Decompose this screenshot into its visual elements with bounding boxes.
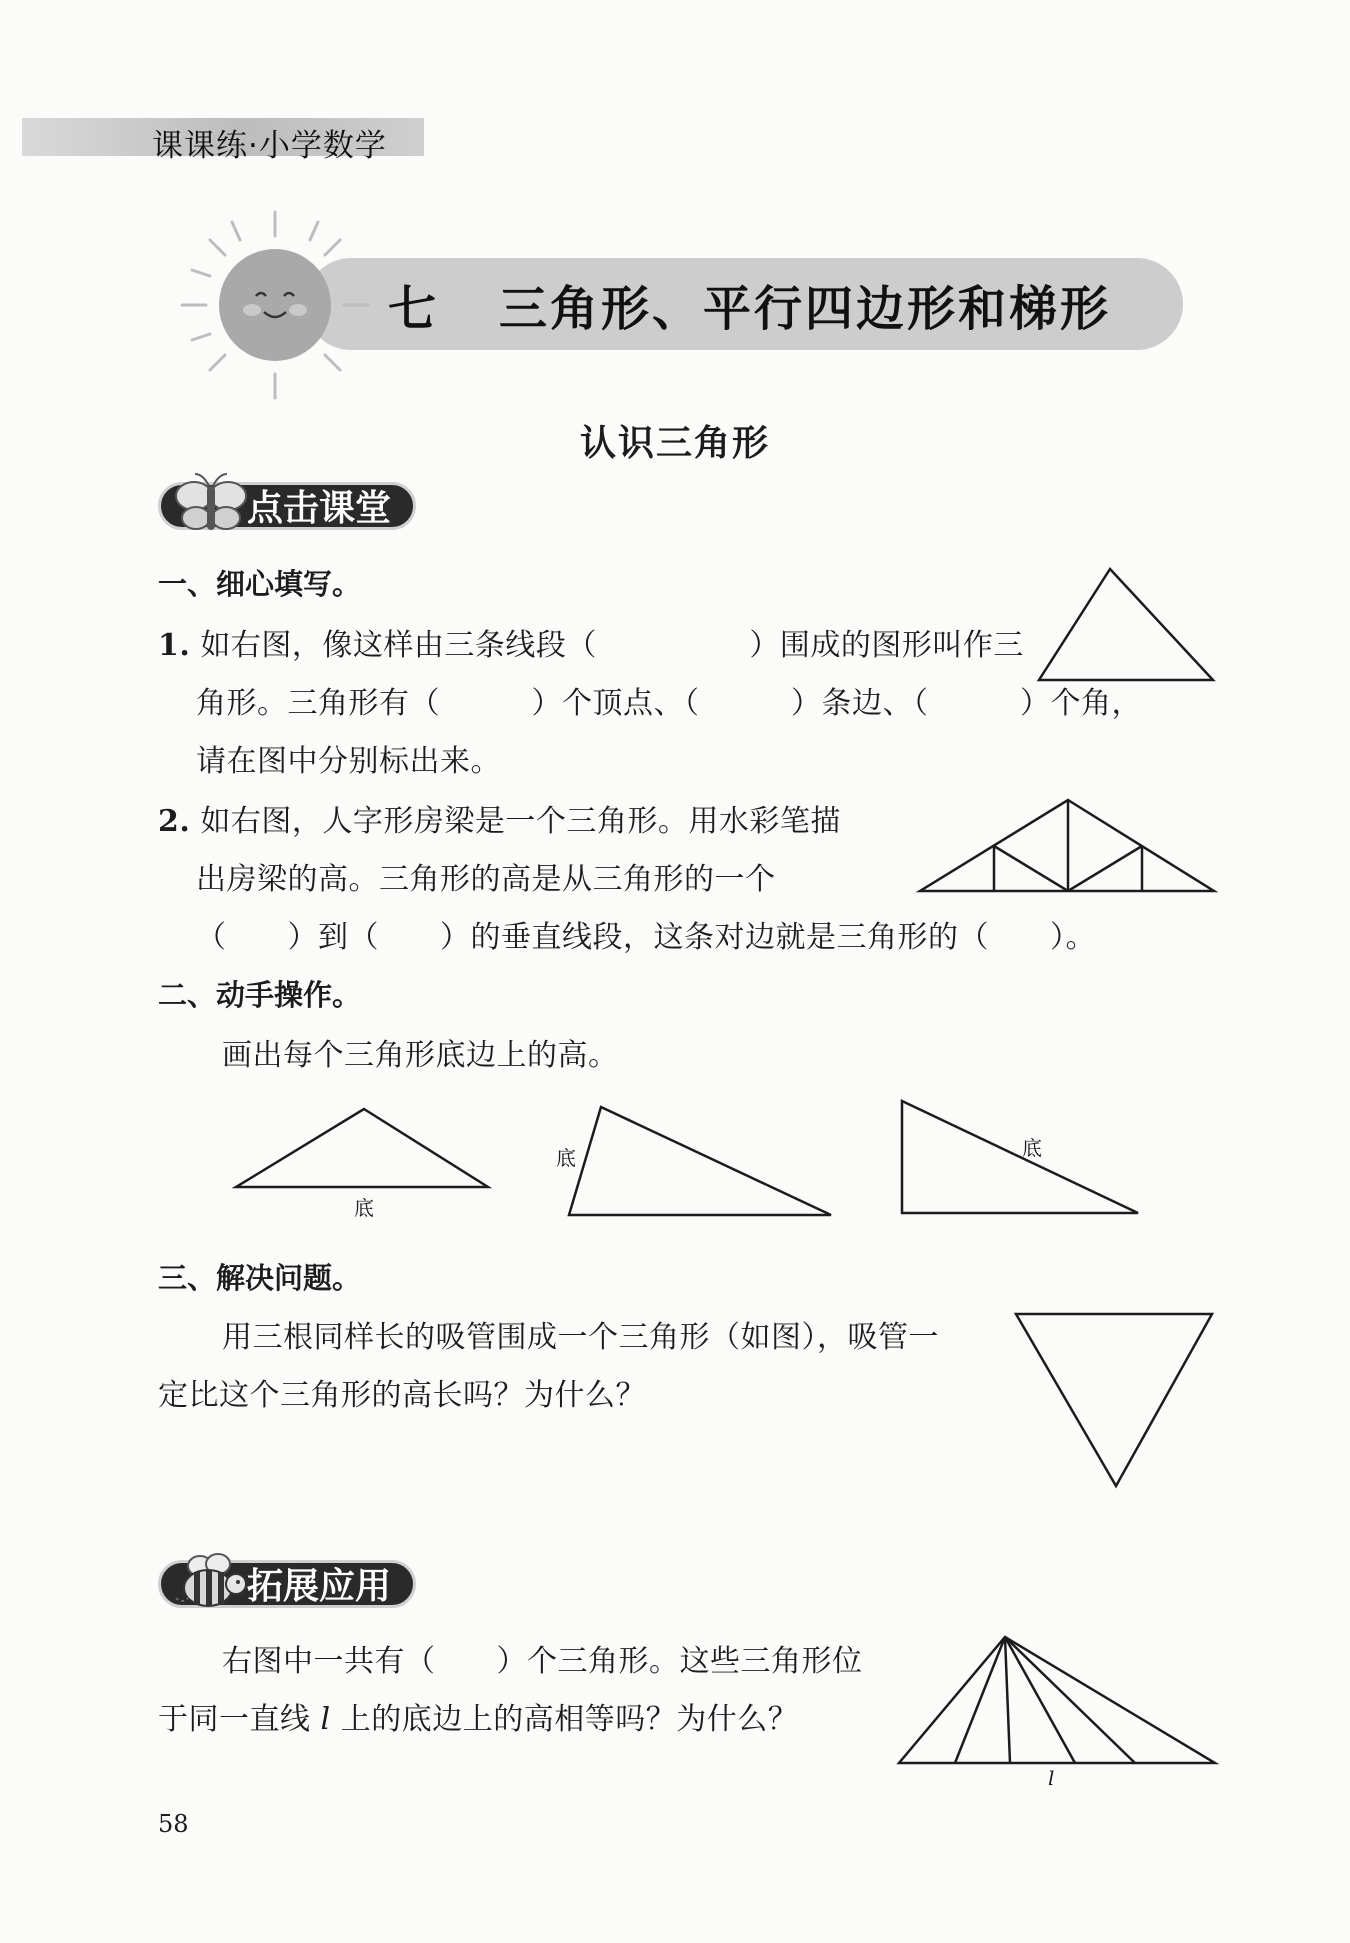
triangle-b-figure <box>565 1103 835 1223</box>
q2-line2: 出房梁的高。三角形的高是从三角形的一个 <box>196 862 776 897</box>
part2-heading: 二、动手操作。 <box>158 978 362 1012</box>
extension-line2-post: 上的底边上的高相等吗？为什么？ <box>340 1702 799 1737</box>
sun-icon <box>180 210 370 400</box>
chapter-name: 三角形、平行四边形和梯形 <box>499 281 1112 337</box>
q1-line1 <box>158 620 1024 664</box>
part3-line1: 用三根同样长的吸管围成一个三角形（如图），吸管一 <box>222 1320 939 1355</box>
inverted-triangle-figure <box>1012 1310 1217 1490</box>
q1-text1: 如右图，像这样由三条线段（ ）围成的图形叫作三 <box>200 628 1024 663</box>
q1-line3: 请在图中分别标出来。 <box>196 744 501 779</box>
triangle-b-base-label: 底 <box>556 1146 576 1170</box>
q2-line1 <box>158 796 841 840</box>
butterfly-icon <box>172 472 250 536</box>
roof-beam-figure <box>918 796 1218 896</box>
part1-heading: 一、细心填写。 <box>158 567 362 601</box>
q2-text1: 如右图，人字形房梁是一个三角形。用水彩笔描 <box>200 804 841 839</box>
triangle-c-figure <box>898 1097 1143 1217</box>
q1-number: 1. <box>158 628 191 663</box>
triangle-c-base-label: 底 <box>1022 1136 1042 1160</box>
part3-line2: 定比这个三角形的高长吗？为什么？ <box>158 1378 646 1413</box>
extension-line2 <box>158 1694 798 1738</box>
chapter-number: 七 <box>388 281 440 337</box>
fan-triangles-figure <box>895 1633 1220 1768</box>
part2-instruction: 画出每个三角形底边上的高。 <box>222 1038 619 1073</box>
bee-icon <box>172 1548 250 1612</box>
extension-line1: 右图中一共有（ ）个三角形。这些三角形位 <box>222 1644 863 1679</box>
part3-heading: 三、解决问题。 <box>158 1261 362 1295</box>
triangle-a-base-label: 底 <box>354 1196 374 1220</box>
book-title: 课课练·小学数学 <box>152 128 387 164</box>
q1-line2: 角形。三角形有（ ）个顶点、（ ）条边、（ ）个角， <box>196 686 1142 721</box>
chapter-title <box>388 270 1111 339</box>
extension-line2-var: l <box>320 1702 331 1737</box>
extension-line2-pre: 于同一直线 <box>158 1702 311 1737</box>
q1-triangle-figure <box>1035 565 1215 685</box>
q2-number: 2. <box>158 804 191 839</box>
lesson-title: 认识三角形 <box>579 423 770 464</box>
section-tag-label-2: 拓展应用 <box>247 1566 392 1607</box>
section-tag-label: 点击课堂 <box>247 488 392 529</box>
line-l-label: l <box>1048 1766 1055 1790</box>
page-number: 58 <box>158 1810 189 1838</box>
q2-line3: （ ）到（ ）的垂直线段，这条对边就是三角形的（ ）。 <box>196 920 1096 955</box>
